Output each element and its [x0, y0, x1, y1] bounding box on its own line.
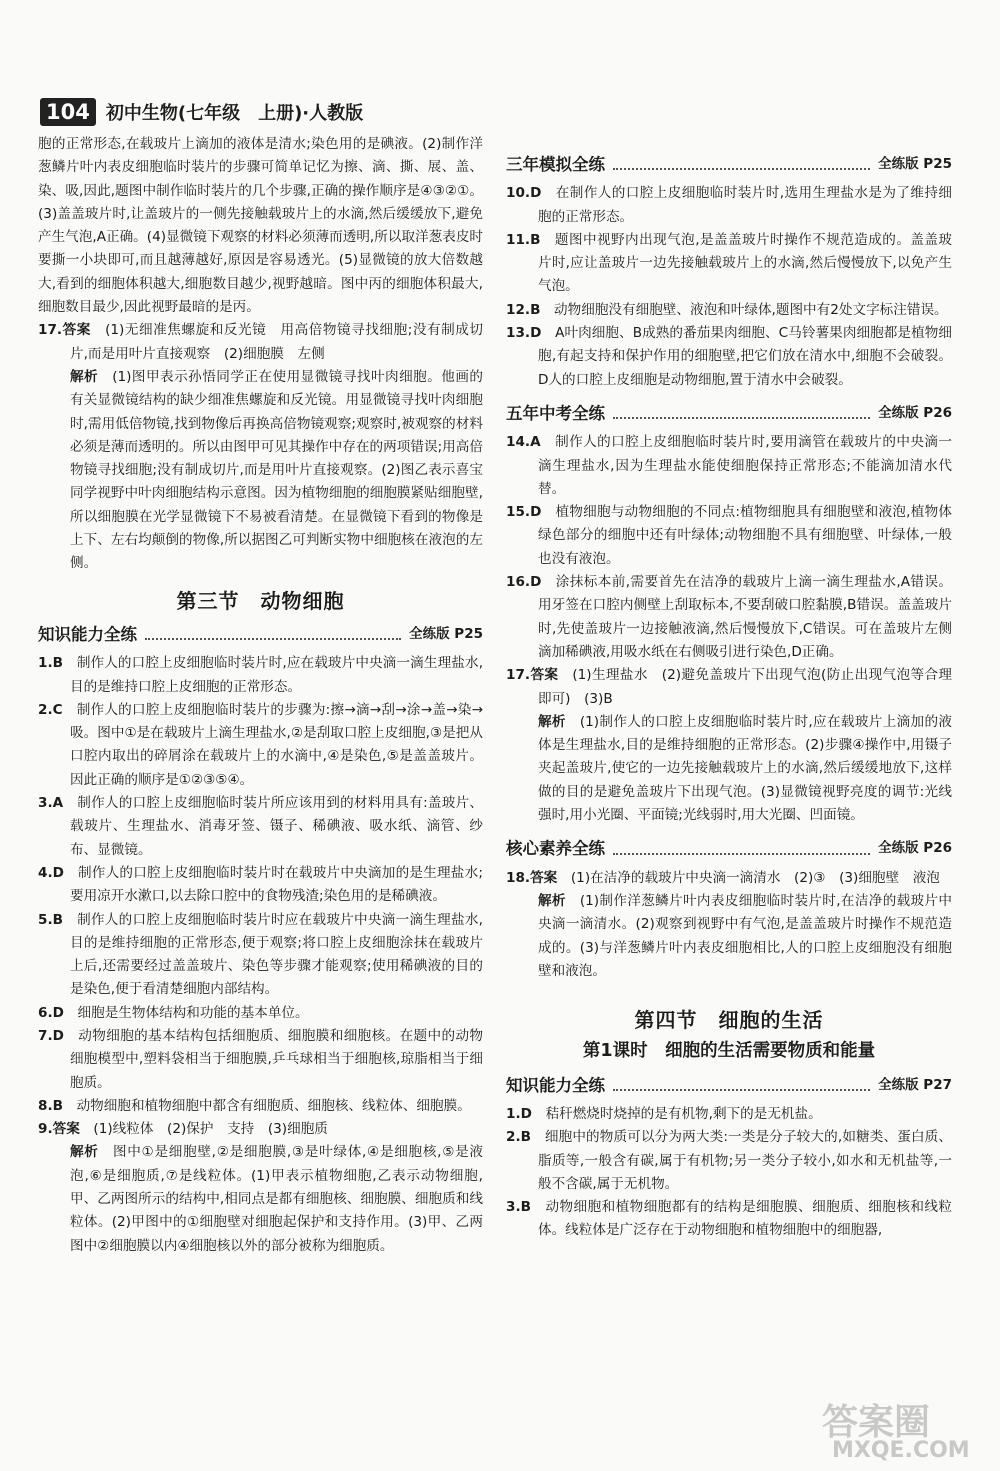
dotted-divider — [613, 1089, 870, 1091]
question-9-answer: 9.答案 (1)线粒体 (2)保护 支持 (3)细胞质 — [38, 1121, 328, 1138]
answer-item: 5.B 制作人的口腔上皮细胞临时装片时应在载玻片中央滴一滴生理盐水,目的是维持细胞的正常形态,便于观察;将口腔上皮细胞涂抹在载玻片上后,还需要经过盖盖玻片、染色等步骤才能观察;使用稀碘液的目的是染色,便于看清楚细胞内部结构。 — [38, 911, 483, 998]
answer-item: 12.B 动物细胞没有细胞壁、液泡和叶绿体,题图中有2处文字标注错误。 — [506, 301, 948, 318]
section-bar-zhishi: 知识能力全练 全练版 P25 — [38, 624, 483, 644]
answer-item: 8.B 动物细胞和植物细胞中都含有细胞质、细胞核、线粒体、细胞膜。 — [38, 1097, 471, 1114]
section-bar-hexin: 核心素养全练 全练版 P26 — [506, 839, 952, 859]
answer-item: 13.D A叶肉细胞、B成熟的番茄果肉细胞、C马铃薯果肉细胞都是植物细胞,有起支持和保护作用的细胞壁,把它们放在清水中,细胞不会破裂。D人的口腔上皮细胞是动物细胞,置于清水中会破裂。 — [506, 325, 952, 388]
answer-item: 3.B 动物细胞和植物细胞都有的结构是细胞膜、细胞质、细胞核和线粒体。线粒体是广泛存在于动物细胞和植物细胞中的细胞器, — [506, 1199, 953, 1239]
answer-item: 6.D 细胞是生物体结构和功能的基本单位。 — [38, 1004, 309, 1021]
dotted-divider — [145, 638, 401, 640]
answer-item: 1.D 秸秆燃烧时烧掉的是有机物,剩下的是无机盐。 — [506, 1105, 822, 1122]
section-bar-zhishi: 知识能力全练 全练版 P27 — [506, 1075, 952, 1095]
section-bar-sanian: 三年模拟全练 全练版 P25 — [506, 155, 952, 174]
answer-item: 11.B 题图中视野内出现气泡,是盖盖玻片时操作不规范造成的。盖盖玻片时,应让盖玻片一边先接触载玻片上的水滴,然后慢慢放下,以免产生气泡。 — [506, 231, 952, 295]
dotted-divider — [613, 417, 870, 419]
section-title: 第四节 细胞的生活 — [634, 1008, 824, 1033]
answer-item: 14.A 制作人的口腔上皮细胞临时装片时,要用滴管在载玻片的中央滴一滴生理盐水,因为生理盐水能使细胞保持正常形态;不能滴加清水代替。 — [506, 434, 952, 497]
dotted-divider — [613, 853, 870, 855]
answer-item: 1.B 制作人的口腔上皮细胞临时装片时,应在载玻片中央滴一滴生理盐水,目的是维持口腔上皮细胞的正常形态。 — [38, 655, 484, 695]
answer-item: 4.D 制作人的口腔上皮细胞临时装片时在载玻片中央滴加的是生理盐水;要用凉开水漱口,以去除口腔中的食物残渣;染色用的是稀碘液。 — [38, 864, 484, 905]
page-number: 104 — [40, 98, 96, 126]
answer-item: 2.C 制作人的口腔上皮细胞临时装片的步骤为:擦→滴→刮→涂→盖→染→吸。图中①是在载玻片上滴生理盐水,②是刮取口腔上皮细胞,③是把从口腔内取出的碎屑涂在载玻片上的水滴中,④是染色,⑤是盖盖玻片。因此正确的顺序是①②③⑤④。 — [38, 701, 484, 788]
answer-item: 10.D 在制作人的口腔上皮细胞临时装片时,选用生理盐水是为了维持细胞的正常形态。 — [506, 185, 952, 225]
continued-text: 胞的正常形态,在载玻片上滴加的液体是清水;染色用的是碘液。(2)制作洋葱鳞片叶内表皮细胞临时装片的步骤可简单记忆为擦、滴、撕、展、盖、染、吸,因此,题图中制作临时装片的几个步骤,正确的操作顺序是④③②①。(3)盖盖玻片时,让盖玻片的一侧先接触载玻片上的水滴,然后缓缓放下,避免产生气泡,A正确。(4)显微镜下观察的材料必须薄而透明,所以取洋葱表皮时要撕一小块即可,而且越薄越好,原因是容易透光。(5)显微镜的放大倍数越大,看到的细胞体积越大,细胞数目越少,视野越暗。图中丙的细胞体积最大,细胞数目最少,因此视野最暗的是丙。 — [38, 136, 484, 316]
page-header — [40, 94, 363, 130]
lesson-title: 第1课时 细胞的生活需要物质和能量 — [582, 1041, 876, 1062]
answer-item: 16.D 涂抹标本前,需要首先在洁净的载玻片上滴一滴生理盐水,A错误。用牙签在口腔内侧壁上刮取标本,不要刮破口腔黏膜,B错误。盖盖玻片时,先使盖玻片一边接触液滴,然后慢慢放下,C错误。可在盖玻片左侧滴加稀碘液,用吸水纸在右侧吸引进行染色,D正确。 — [506, 574, 952, 660]
question-9-analysis: 解析 图中①是细胞壁,②是细胞膜,③是叶绿体,④是细胞核,⑤是液泡,⑥是细胞质,⑦是线粒体。(1)甲表示植物细胞,乙表示动物细胞,甲、乙两图所示的结构中,相同点是都有细胞核、细胞膜、细胞质和线粒体。(2)甲图中的①细胞壁对细胞起保护和支持作用。(3)甲、乙两图中②细胞膜以内④细胞核以外的部分被称为细胞质。 — [70, 1144, 484, 1254]
section-title: 第三节 动物细胞 — [176, 588, 345, 613]
question-17-answer: 17.答案 (1)生理盐水 (2)避免盖玻片下出现气泡(防止出现气泡等合理即可) (3)B — [506, 667, 952, 707]
question-17-answer: 17.答案 (1)无细准焦螺旋和反光镜 用高倍物镜寻找细胞;没有制成切片,而是用叶片直接观察 (2)细胞膜 左侧 — [38, 322, 484, 362]
watermark-logo: 答案圈 — [822, 1402, 931, 1443]
question-18-answer: 18.答案 (1)在洁净的载玻片中央滴一滴清水 (2)③ (3)细胞壁 液泡 — [506, 869, 940, 886]
answer-item: 15.D 植物细胞与动物细胞的不同点:植物细胞具有细胞壁和液泡,植物体绿色部分的细胞中还有叶绿体;动物细胞不具有细胞壁、叶绿体,一般也没有液泡。 — [506, 504, 952, 567]
book-title: 初中生物(七年级 上册)·人教版 — [105, 103, 364, 124]
question-17-analysis: 解析 (1)图甲表示孙悟同学正在使用显微镜寻找叶肉细胞。他画的有关显微镜结构的缺少细准焦螺旋和反光镜。用显微镜寻找叶肉细胞时,需用低倍物镜,找到物像后再换高倍物镜观察;观察时,被观察的材料必须是薄而透明的。所以由图甲可见其操作中存在的两项错误;用高倍物镜寻找细胞;没有制成切片,而是用叶片直接观察。(2)图乙表示喜宝同学视野中叶肉细胞结构示意图。因为植物细胞的细胞膜紧贴细胞壁,所以细胞膜在光学显微镜下不易被看清楚。在显微镜下看到的物像是上下、左右均颠倒的物像,所以据图乙可判断实物中细胞核在液泡的左侧。 — [70, 368, 483, 572]
right-column — [506, 133, 952, 1243]
left-column — [38, 133, 483, 1258]
question-17-analysis: 解析 (1)制作人的口腔上皮细胞临时装片时,应在载玻片上滴加的液体是生理盐水,目的是维持细胞的正常形态。(2)步骤④操作中,用镊子夹起盖玻片,使它的一边先接触载玻片上的水滴,然后缓缓地放下,这样做的目的是避免盖玻片下出现气泡。(3)显微镜视野亮度的调节:光线强时,用小光圈、平面镜;光线弱时,用大光圈、凹面镜。 — [538, 713, 953, 824]
answer-item: 7.D 动物细胞的基本结构包括细胞质、细胞膜和细胞核。在题中的动物细胞模型中,塑料袋相当于细胞膜,乒乓球相当于细胞核,琼脂相当于细胞质。 — [38, 1027, 484, 1091]
watermark-url: MXQE.COM — [832, 1438, 970, 1463]
answer-item: 2.B 细胞中的物质可以分为两大类:一类是分子较大的,如糖类、蛋白质、脂质等,一般含有碳,属于有机物;另一类分子较小,如水和无机盐等,一般不含碳,属于无机物。 — [506, 1129, 953, 1192]
dotted-divider — [613, 168, 870, 170]
answer-item: 3.A 制作人的口腔上皮细胞临时装片所应该用到的材料用具有:盖玻片、载玻片、生理盐水、消毒牙签、镊子、稀碘液、吸水纸、滴管、纱布、显微镜。 — [38, 795, 484, 858]
question-18-analysis: 解析 (1)制作洋葱鳞片叶内表皮细胞临时装片时,在洁净的载玻片中央滴一滴清水。(2)观察到视野中有气泡,是盖盖玻片时操作不规范造成的。(3)与洋葱鳞片叶内表皮细胞相比,人的口腔上皮细胞没有细胞壁和液泡。 — [538, 892, 953, 979]
section-bar-wunian: 五年中考全练 全练版 P26 — [506, 403, 952, 423]
